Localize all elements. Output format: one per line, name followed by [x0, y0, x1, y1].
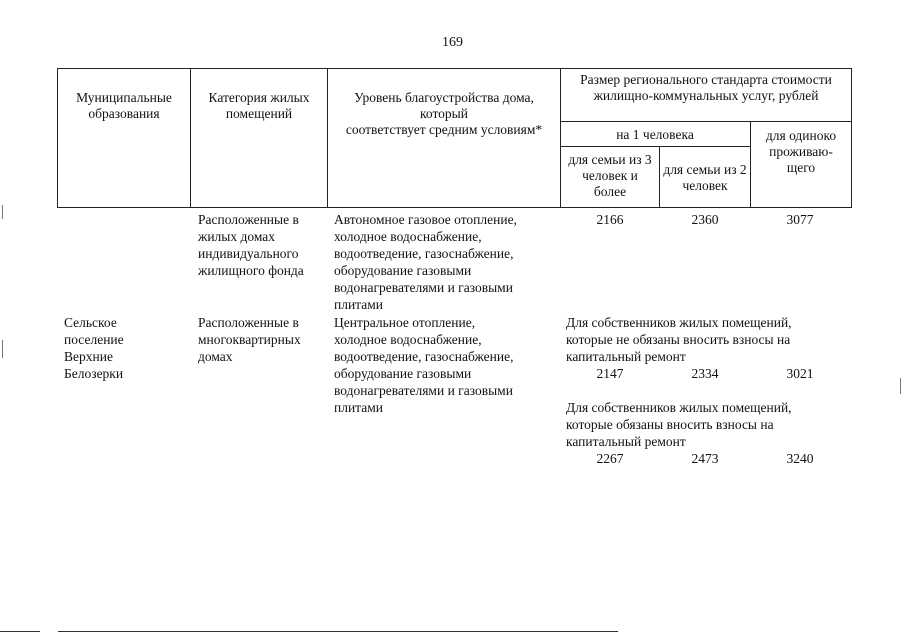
row1-value-family2: 2360 [691, 212, 719, 227]
row2a-value-family2: 2334 [691, 366, 719, 381]
row2a-value-single: 3021 [786, 366, 814, 381]
header-family-2: для семьи из 2 человек [663, 162, 747, 193]
page-number: 169 [442, 35, 463, 50]
row2b-value-family3: 2267 [596, 451, 624, 466]
row1-level: Автономное газовое отопление, холодное водоснабжение, водоотведение, газоснабжение, оборудование газовыми водонагревателями и газовыми плитами [334, 212, 517, 312]
header-municipality: Муниципальные образования [76, 90, 172, 121]
header-per-person: на 1 человека [616, 127, 694, 142]
header-family-3: для семьи из 3 человек и более [568, 152, 652, 199]
row1-category: Расположенные в жилых домах индивидуального жилищного фонда [198, 212, 304, 278]
row1-value-family3: 2166 [596, 212, 624, 227]
header-category: Категория жилых помещений [208, 90, 310, 121]
row1-value-single: 3077 [786, 212, 814, 227]
note-capital-repair-contribution: Для собственников жилых помещений, которые обязаны вносить взносы на капитальный ремонт [566, 400, 792, 449]
row2b-value-single: 3240 [786, 451, 814, 466]
header-single: для одиноко проживаю-щего [765, 128, 837, 175]
row2b-value-family2: 2473 [691, 451, 719, 466]
row2a-value-family3: 2147 [596, 366, 624, 381]
row2-level: Центральное отопление, холодное водоснабжение, водоотведение, газоснабжение, оборудование газовыми водонагревателями и газовыми плитами [334, 315, 514, 415]
header-level: Уровень благоустройства дома, который соответствует средним условиям* [345, 90, 543, 137]
note-no-capital-repair-contribution: Для собственников жилых помещений, которые не обязаны вносить взносы на капитальный ремонт [566, 315, 792, 364]
municipality-name: Сельское поселение Верхние Белозерки [64, 315, 124, 381]
header-standard-title: Размер регионального стандарта стоимости жилищно-коммунальных услуг, рублей [580, 72, 832, 103]
row2-category: Расположенные в многоквартирных домах [198, 315, 301, 364]
